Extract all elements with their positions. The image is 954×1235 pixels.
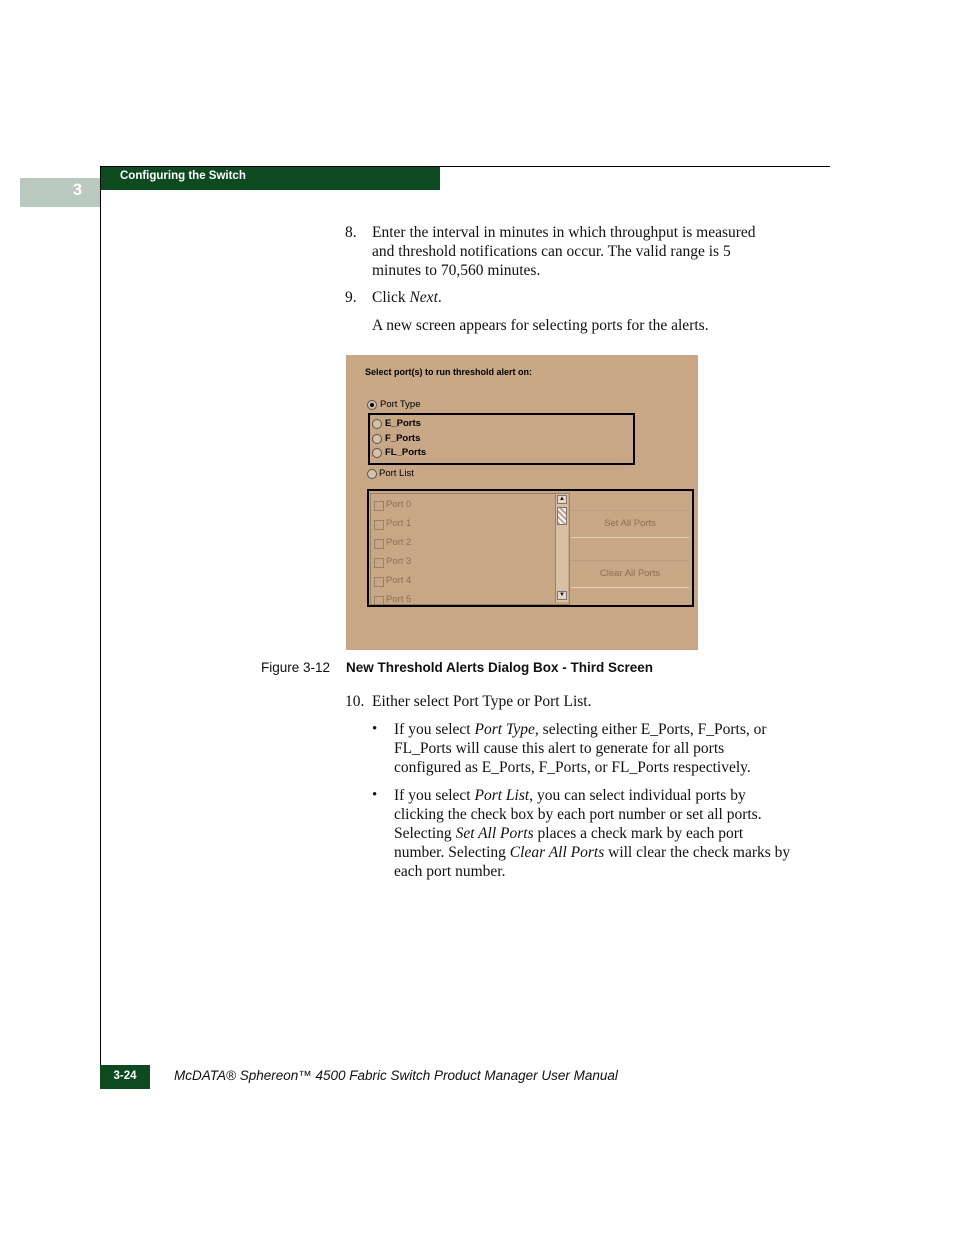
text-run: If you select (394, 787, 475, 804)
step-9-result: A new screen appears for selecting ports for the alerts. (372, 317, 709, 334)
fl-ports-label: FL_Ports (385, 447, 427, 458)
bullet-line (394, 720, 767, 739)
clear-all-ports-ref: Clear All Ports (509, 844, 605, 861)
page-number: 3-24 (113, 1070, 137, 1082)
set-all-ports-label: Set All Ports (604, 518, 656, 529)
port-5-label: Port 5 (386, 594, 412, 605)
figure-title: New Threshold Alerts Dialog Box - Third Screen (346, 660, 654, 675)
step-10-text: Either select Port Type or Port List. (372, 693, 592, 710)
port-2-label: Port 2 (386, 537, 412, 548)
text-run: Selecting (394, 825, 456, 842)
port-4-checkbox[interactable] (374, 577, 384, 587)
step-9-suffix: . (437, 289, 442, 306)
bullet-port-list (394, 786, 790, 881)
dialog-prompt: Select port(s) to run threshold alert on: (365, 367, 533, 377)
text-run: , you can select individual ports by (529, 787, 746, 804)
clear-all-ports-label: Clear All Ports (599, 568, 661, 579)
port-5-checkbox[interactable] (374, 596, 384, 605)
port-list-label: Port List (379, 468, 414, 479)
text-run: places a check mark by each port (533, 825, 744, 842)
bullet-line: configured as E_Ports, F_Ports, or FL_Ports respectively. (394, 759, 751, 776)
step-9-next-ref: Next (409, 289, 438, 306)
text-run: , selecting either E_Ports, F_Ports, or (534, 721, 767, 738)
port-4-label: Port 4 (386, 575, 412, 586)
bullet-line: FL_Ports will cause this alert to generate for all ports (394, 740, 725, 757)
port-0-label: Port 0 (386, 499, 412, 510)
chapter-number: 3 (72, 180, 83, 199)
clear-all-ports-button[interactable] (571, 560, 689, 588)
port-list-box (370, 493, 570, 605)
chapter-title: Configuring the Switch (120, 170, 246, 182)
port-type-label: Port Type (380, 399, 421, 410)
text-run: If you select (394, 721, 475, 738)
scroll-thumb[interactable] (557, 507, 567, 525)
e-ports-label: E_Ports (385, 418, 421, 429)
port-0-checkbox[interactable] (374, 501, 384, 511)
fl-ports-radio[interactable] (372, 448, 382, 458)
step-9-prefix: Click (372, 289, 410, 306)
set-all-ports-button[interactable] (571, 510, 689, 538)
bullet-dot-icon: • (372, 787, 378, 803)
port-3-label: Port 3 (386, 556, 412, 567)
port-list-ref: Port List (474, 787, 530, 804)
bullet-dot-icon: • (372, 721, 378, 737)
bullet-line: each port number. (394, 863, 506, 880)
e-ports-radio[interactable] (372, 419, 382, 429)
text-run: will clear the check marks by (604, 844, 791, 861)
set-all-ports-ref: Set All Ports (455, 825, 534, 842)
port-type-ref: Port Type (474, 721, 535, 738)
manual-title: McDATA® Sphereon™ 4500 Fabric Switch Product Manager User Manual (174, 1068, 618, 1083)
margin-rule (100, 166, 101, 1089)
scroll-down-arrow-icon[interactable]: ▼ (557, 591, 567, 600)
port-2-checkbox[interactable] (374, 539, 384, 549)
scroll-up-arrow-icon[interactable]: ▲ (557, 495, 567, 504)
step-8-line: minutes to 70,560 minutes. (372, 262, 541, 279)
f-ports-radio[interactable] (372, 434, 382, 444)
step-9-number: 9. (345, 289, 357, 306)
bullet-line (394, 843, 790, 862)
text-run: number. Selecting (394, 844, 510, 861)
step-10-number: 10. (345, 693, 365, 710)
bullet-line (394, 786, 790, 805)
step-9-text (372, 288, 442, 307)
bullet-line: clicking the check box by each port number or set all ports. (394, 806, 762, 823)
step-8-text (372, 223, 756, 280)
bullet-port-type (394, 720, 767, 777)
port-1-checkbox[interactable] (374, 520, 384, 530)
port-3-checkbox[interactable] (374, 558, 384, 568)
f-ports-label: F_Ports (385, 433, 421, 444)
figure-label: Figure 3-12 (261, 660, 331, 675)
step-8-line: Enter the interval in minutes in which throughput is measured (372, 224, 756, 241)
port-type-radio[interactable] (367, 400, 377, 410)
port-list-scrollbar[interactable] (555, 494, 568, 602)
port-1-label: Port 1 (386, 518, 412, 529)
threshold-alert-dialog (346, 355, 698, 650)
bullet-line (394, 824, 790, 843)
step-8-number: 8. (345, 224, 357, 241)
port-list-radio[interactable] (367, 469, 377, 479)
step-8-line: and threshold notifications can occur. The valid range is 5 (372, 243, 731, 260)
